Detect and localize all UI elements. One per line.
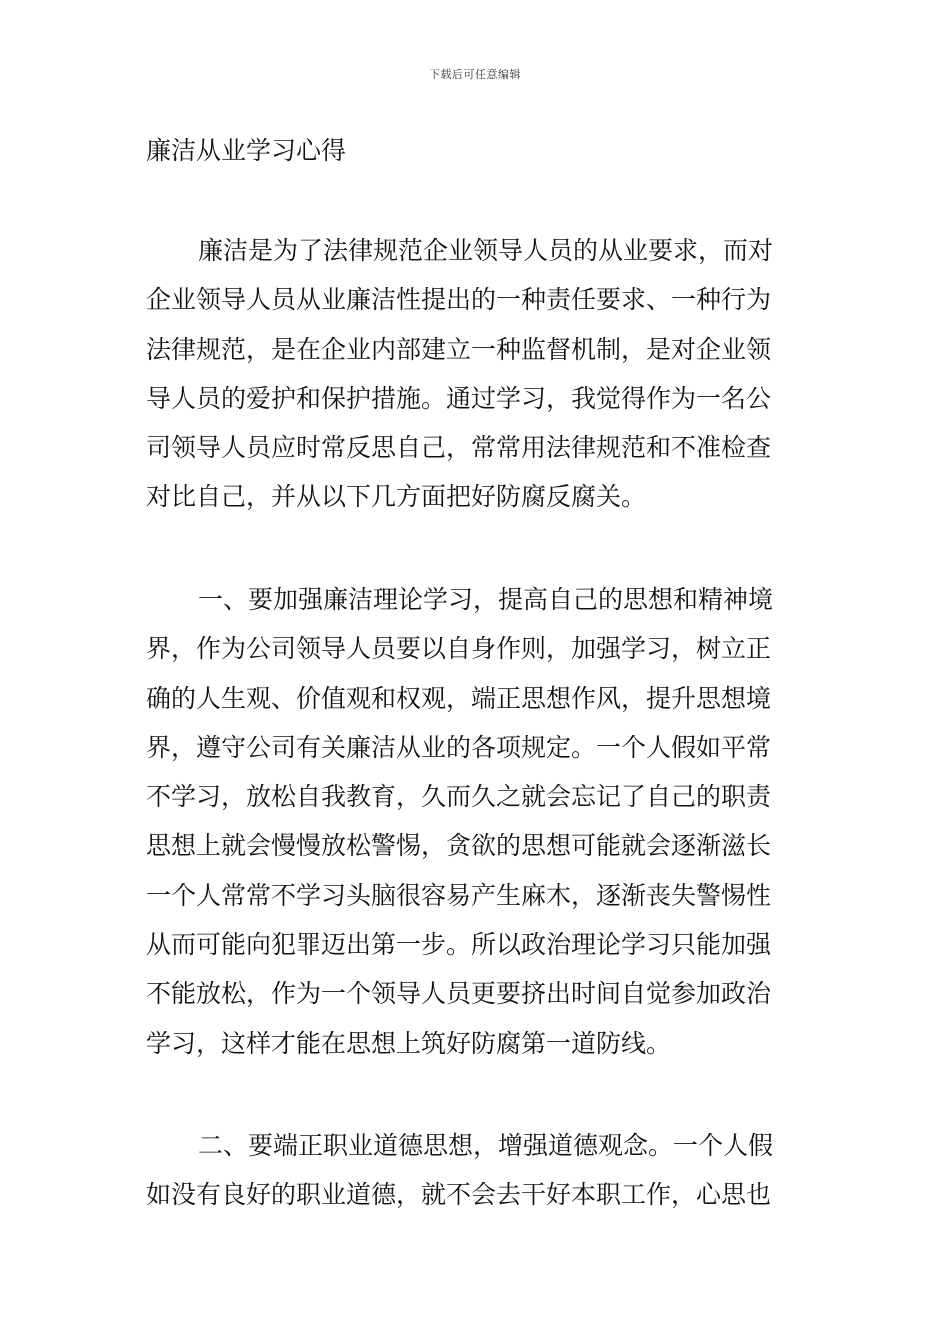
paragraph-line: 界，作为公司领导人员要以自身作则，加强学习，树立正 <box>146 634 772 664</box>
paragraph-section-one <box>146 575 806 1068</box>
document-title: 廉洁从业学习心得 <box>146 136 347 165</box>
paragraph-line: 对比自己，并从以下几方面把好防腐反腐关。 <box>146 482 647 512</box>
paragraph-line: 界，遵守公司有关廉洁从业的各项规定。一个人假如平常 <box>146 732 772 762</box>
paragraph-line: 学习，这样才能在思想上筑好防腐第一道防线。 <box>146 1028 672 1058</box>
paragraph-line: 确的人生观、价值观和权观，端正思想作风，提升思想境 <box>146 683 772 713</box>
paragraph-line: 廉洁是为了法律规范企业领导人员的从业要求，而对 <box>198 236 774 265</box>
page-header-note: 下载后可任意编辑 <box>429 68 521 81</box>
paragraph-line: 不能放松，作为一个领导人员更要挤出时间自觉参加政治 <box>146 979 772 1009</box>
paragraph-line: 思想上就会慢慢放松警惕，贪欲的思想可能就会逐渐滋长 <box>146 831 772 861</box>
paragraph-intro <box>146 226 806 522</box>
paragraph-line: 一、要加强廉洁理论学习，提高自己的思想和精神境 <box>198 585 774 614</box>
paragraph-line: 不学习，放松自我教育，久而久之就会忘记了自己的职责 <box>146 782 772 812</box>
paragraph-line: 从而可能向犯罪迈出第一步。所以政治理论学习只能加强 <box>146 930 772 960</box>
paragraph-line: 企业领导人员从业廉洁性提出的一种责任要求、一种行为 <box>146 285 772 315</box>
paragraph-line: 如没有良好的职业道德，就不会去干好本职工作，心思也 <box>146 1180 772 1210</box>
paragraph-line: 导人员的爱护和保护措施。通过学习，我觉得作为一名公 <box>146 383 772 413</box>
paragraph-line: 一个人常常不学习头脑很容易产生麻木，逐渐丧失警惕性 <box>146 880 772 910</box>
paragraph-line: 司领导人员应时常反思自己，常常用法律规范和不准检查 <box>146 433 772 463</box>
paragraph-section-two <box>146 1121 806 1220</box>
paragraph-line: 法律规范，是在企业内部建立一种监督机制，是对企业领 <box>146 334 772 364</box>
paragraph-line: 二、要端正职业道德思想，增强道德观念。一个人假 <box>198 1131 774 1160</box>
